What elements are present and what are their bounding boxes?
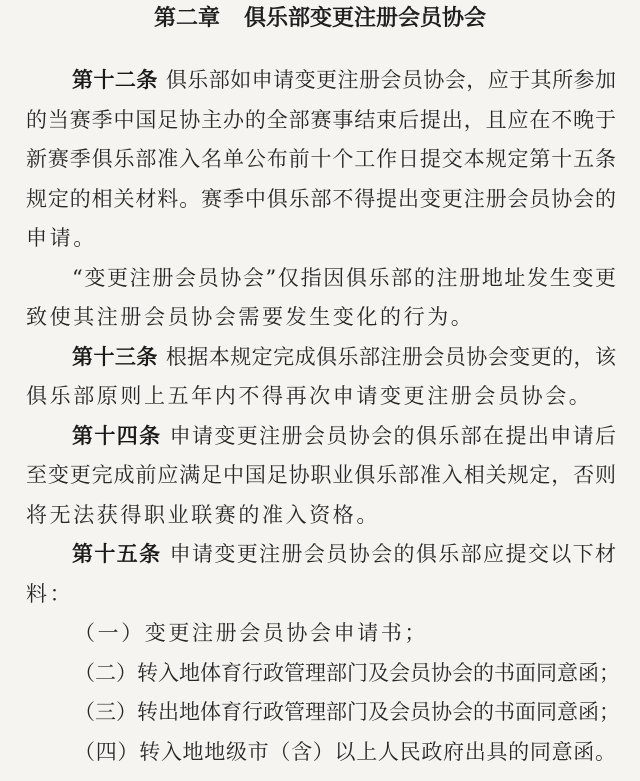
article-label: 第十四条 [72, 423, 162, 448]
article-label: 第十五条 [72, 542, 162, 566]
text-line [26, 144, 616, 174]
line-text: 的当赛季中国足协主办的全部赛事结束后提出，且应在不晚于 [26, 107, 616, 132]
text-line [26, 381, 616, 411]
chapter-number: 第二章 [153, 6, 220, 31]
line-text: 致使其注册会员协会需要发生变化的行为。 [26, 305, 475, 329]
list-item [74, 618, 616, 648]
list-item [74, 658, 620, 688]
line-text: （四）转入地地级市（含）以上人民政府出具的同意函。 [74, 739, 616, 764]
line-text: 根据本规定完成俱乐部注册会员协会变更的，该 [165, 344, 617, 369]
text-line [26, 579, 616, 609]
line-text: 料： [26, 581, 74, 606]
article-label: 第十二条 [72, 68, 158, 92]
article-line [72, 342, 616, 372]
chapter-name: 俱乐部变更注册会员协会 [244, 6, 487, 31]
line-text: “变更注册会员协会”仅指因俱乐部的注册地址发生变更 [72, 265, 616, 290]
list-item [74, 737, 616, 767]
line-text: 申请。 [26, 226, 97, 250]
list-item [74, 697, 620, 727]
text-line [26, 184, 616, 214]
line-text: 申请变更注册会员协会的俱乐部在提出申请后 [169, 423, 617, 448]
line-text: 申请变更注册会员协会的俱乐部应提交以下材 [169, 542, 617, 566]
text-line [26, 223, 616, 253]
line-text: 规定的相关材料。赛季中俱乐部不得提出变更注册会员协会的 [26, 186, 616, 211]
article-label: 第十三条 [72, 344, 158, 369]
text-line [26, 302, 616, 332]
text-line [26, 500, 616, 530]
text-line [72, 263, 616, 293]
line-text: （三）转出地体育行政管理部门及会员协会的书面同意函； [74, 700, 620, 724]
line-text: （二）转入地体育行政管理部门及会员协会的书面同意函； [74, 660, 620, 685]
text-line [26, 460, 616, 490]
article-line [72, 539, 616, 569]
line-text: （一）变更注册会员协会申请书； [74, 621, 428, 645]
article-line [72, 421, 616, 451]
line-text: 俱乐部如申请变更注册会员协会，应于其所参加 [165, 68, 617, 92]
line-text: 俱乐部原则上五年内不得再次申请变更注册会员协会。 [26, 384, 593, 408]
article-line [72, 65, 616, 95]
line-text: 新赛季俱乐部准入名单公布前十个工作日提交本规定第十五条 [26, 147, 616, 171]
line-text: 将无法获得职业联赛的准入资格。 [26, 502, 380, 527]
line-text: 至变更完成前应满足中国足协职业俱乐部准入相关规定，否则 [26, 463, 616, 487]
chapter-title [0, 4, 640, 34]
text-line [26, 105, 616, 135]
